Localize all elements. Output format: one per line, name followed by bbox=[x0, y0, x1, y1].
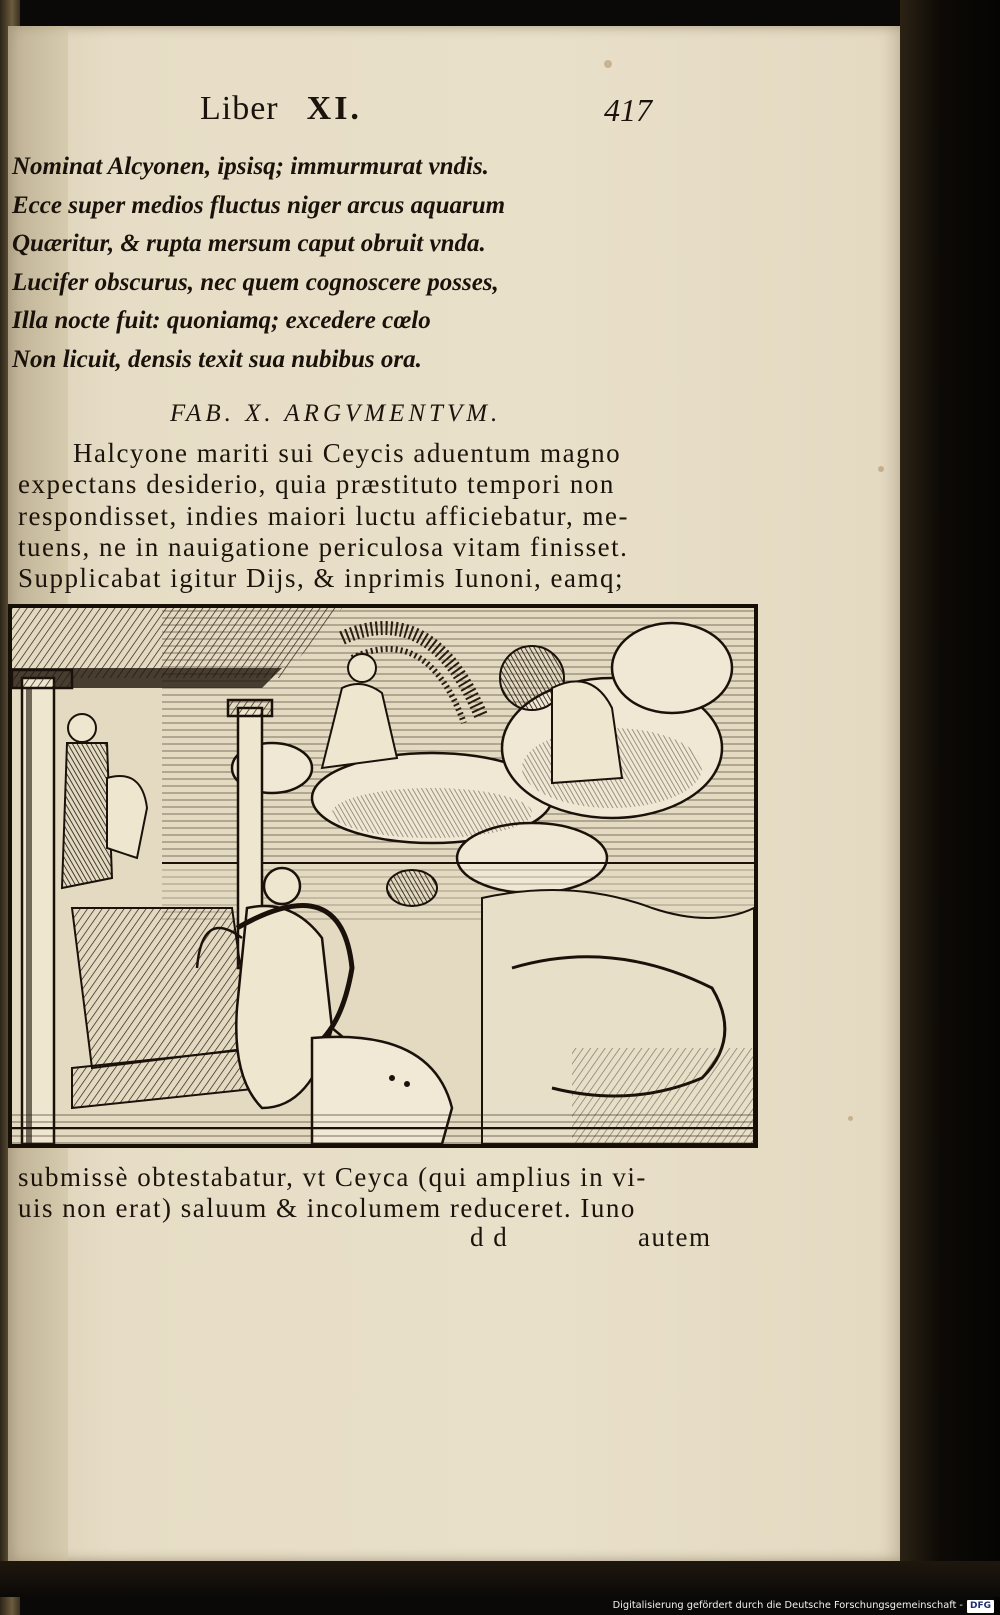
verse-line: Nominat Alcyonen, ipsisq; immurmurat vndis. bbox=[12, 153, 489, 180]
paper-stain bbox=[604, 60, 612, 68]
woodcut-drawing bbox=[12, 608, 754, 1144]
argument-line: respondisset, indies maiori luctu afficiebatur, me- bbox=[18, 500, 630, 531]
argument-line: submissè obtestabatur, vt Ceyca (qui amplius in vi- bbox=[18, 1162, 647, 1192]
verse-line: Non licuit, densis texit sua nubibus ora. bbox=[12, 345, 422, 373]
bottom-scan-margin bbox=[0, 1561, 1000, 1597]
verse-line: Quæritur, & rupta mersum caput obruit vnda. bbox=[12, 230, 486, 257]
right-scan-margin bbox=[900, 0, 1000, 1615]
running-head-book: XI. bbox=[306, 90, 362, 127]
page-number: 417 bbox=[604, 92, 652, 128]
running-head bbox=[200, 90, 362, 128]
argument-line: Halcyone mariti sui Ceycis aduentum magno bbox=[73, 438, 622, 468]
verse-line: Illa nocte fuit: quoniamq; excedere cœlo bbox=[12, 307, 431, 334]
argument-line: tuens, ne in nauigatione periculosa vitam finisset. bbox=[18, 531, 629, 562]
credit-text: Digitalisierung gefördert durch die Deutsche Forschungsgemeinschaft - bbox=[612, 1600, 963, 1611]
argument-line: uis non erat) saluum & incolumem reduceret. Iuno bbox=[18, 1193, 636, 1224]
verse-line: Lucifer obscurus, nec quem cognoscere posses, bbox=[12, 268, 499, 296]
paper-stain bbox=[878, 466, 884, 472]
verse-block bbox=[12, 148, 612, 379]
catchword: autem bbox=[638, 1222, 712, 1252]
fable-title: FAB. X. ARGVMENTVM. bbox=[170, 400, 502, 427]
paper-stain bbox=[848, 1116, 853, 1121]
argument-line: Supplicabat igitur Dijs, & inprimis Iunoni, eamq; bbox=[18, 563, 624, 594]
woodcut-illustration bbox=[8, 604, 758, 1148]
argument-line: expectans desiderio, quia præstituto tempori non bbox=[18, 469, 615, 500]
gathering-signature: d d bbox=[470, 1222, 509, 1252]
verse-line: Ecce super medios fluctus niger arcus aquarum bbox=[12, 191, 506, 219]
argument-text-top bbox=[18, 438, 740, 594]
digitization-credit bbox=[609, 1597, 994, 1615]
argument-text-bottom bbox=[18, 1162, 740, 1225]
running-head-label: Liber bbox=[200, 90, 279, 127]
dfg-logo: DFG bbox=[967, 1600, 994, 1613]
